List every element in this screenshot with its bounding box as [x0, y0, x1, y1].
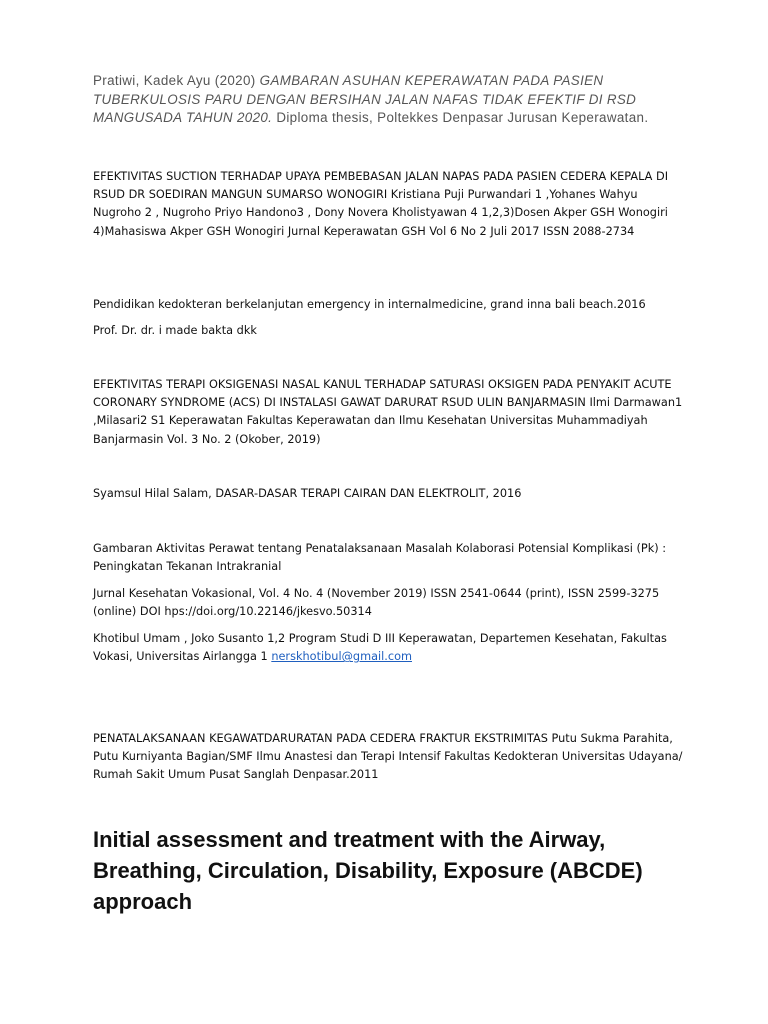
citation-thesis: Diploma thesis, Poltekkes Denpasar Jurusan Keperawatan.: [276, 110, 649, 125]
reference-fracture-emergency: PENATALAKSANAAN KEGAWATDARURATAN PADA CEDERA FRAKTUR EKSTRIMITAS Putu Sukma Parahita, Putu Kurniyanta Bagian/SMF Ilmu Anastesi dan Terapi Intensif Fakultas Kedokteran Universitas Udayana/ Rumah Sakit Umum Pusat Sanglah Denpasar.2011: [93, 732, 683, 782]
reference-suction: EFEKTIVITAS SUCTION TERHADAP UPAYA PEMBEBASAN JALAN NAPAS PADA PASIEN CEDERA KEPALA DI RSUD DR SOEDIRAN MANGUN SUMARSO WONOGIRI Kristiana Puji Purwandari 1 ,Yohanes Wahyu Nugroho 2 , Nugroho Priyo Handono3 , Dony Novera Kholistyawan 4 1,2,3)Dosen Akper GSH Wonogiri 4)Mahasiswa Akper GSH Wonogiri Jurnal Keperawatan GSH Vol 6 No 2 Juli 2017 ISSN 2088-2734: [93, 170, 669, 238]
reference-authors-umam: [93, 630, 688, 666]
citation-block: [93, 72, 688, 128]
authors-text: Khotibul Umam , Joko Susanto 1,2 Program Studi D III Keperawatan, Departemen Kesehatan, Fakultas Vokasi, Universitas Airlangga 1: [93, 632, 667, 664]
reference-journal-info: Jurnal Kesehatan Vokasional, Vol. 4 No. 4 (November 2019) ISSN 2541-0644 (print), ISSN 2599-3275 (online) DOI hps://doi.org/10.22146/jkesvo.50314: [93, 587, 660, 619]
reference-emergency-internal-medicine: Pendidikan kedokteran berkelanjutan emergency in internalmedicine, grand inna bali beach.2016: [93, 298, 646, 311]
reference-oxygen-therapy: EFEKTIVITAS TERAPI OKSIGENASI NASAL KANUL TERHADAP SATURASI OKSIGEN PADA PENYAKIT ACUTE CORONARY SYNDROME (ACS) DI INSTALASI GAWAT DARURAT RSUD ULIN BANJARMASIN Ilmi Darmawan1 ,Milasari2 S1 Keperawatan Fakultas Keperawatan dan Ilmu Kesehatan Universitas Muhammadiyah Banjarmasin Vol. 3 No. 2 (Okober, 2019): [93, 378, 683, 446]
citation-title: GAMBARAN ASUHAN KEPERAWATAN PADA PASIEN TUBERKULOSIS PARU DENGAN BERSIHAN JALAN NAFAS TIDAK EFEKTIF DI RSD MANGUSADA TAHUN 2020.: [93, 73, 637, 125]
citation-author: Pratiwi, Kadek Ayu: [93, 73, 211, 88]
abcde-heading: Initial assessment and treatment with the Airway, Breathing, Circulation, Disability, Exposure (ABCDE) approach: [93, 827, 643, 914]
reference-fluid-therapy: Syamsul Hilal Salam, DASAR-DASAR TERAPI CAIRAN DAN ELEKTROLIT, 2016: [93, 487, 522, 500]
reference-authors-bakta: Prof. Dr. dr. i made bakta dkk: [93, 324, 257, 337]
citation-year: (2020): [214, 73, 256, 88]
email-link[interactable]: nerskhotibul@gmail.com: [271, 650, 412, 664]
reference-nurse-activity: Gambaran Aktivitas Perawat tentang Penatalaksanaan Masalah Kolaborasi Potensial Komplikasi (Pk) : Peningkatan Tekanan Intrakranial: [93, 542, 667, 574]
